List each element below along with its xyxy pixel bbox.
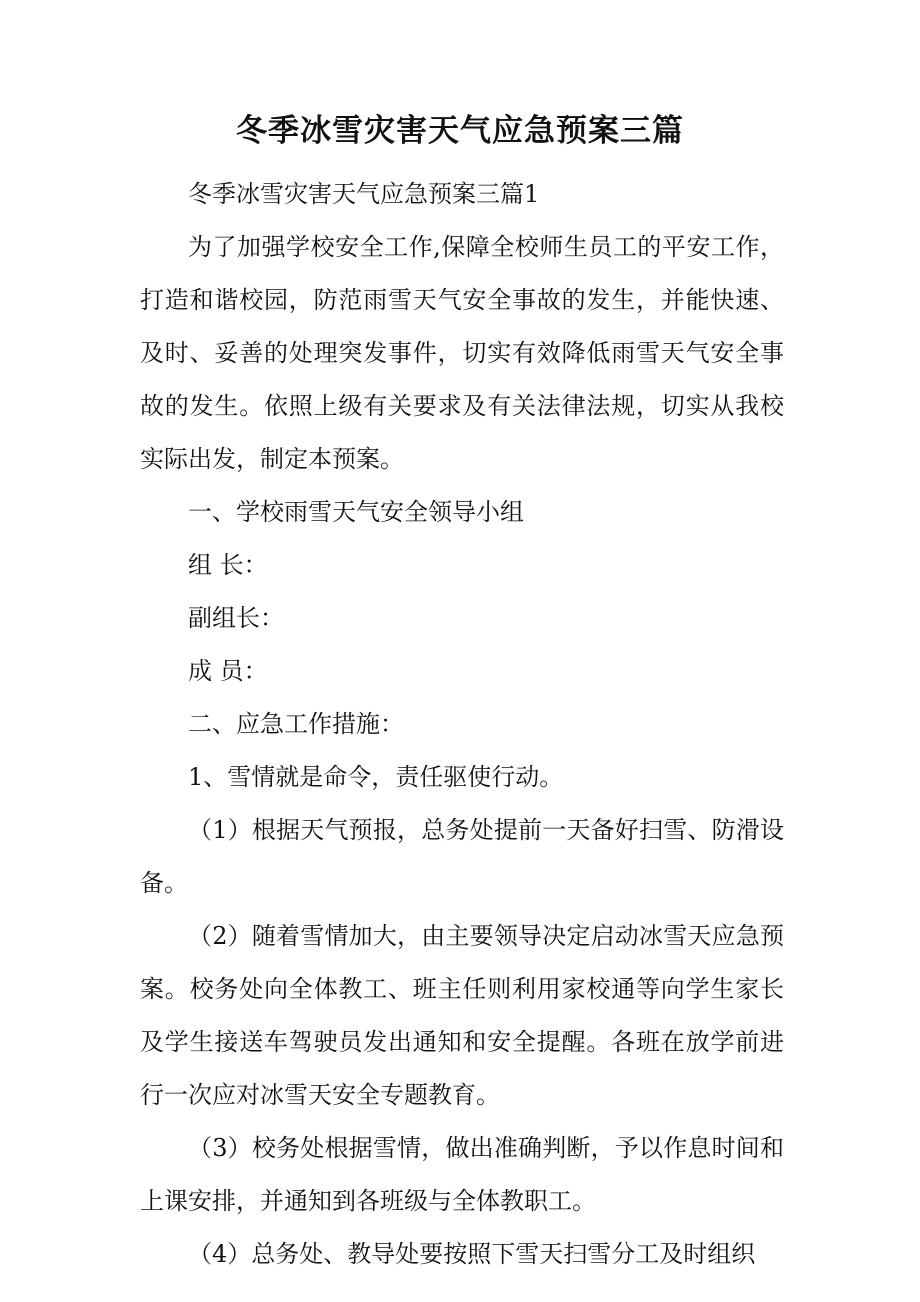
members-line: 成 员： <box>188 657 268 685</box>
measure-item-2: （2）随着雪情加大，由主要领导决定启动冰雪天应急预案。校务处向全体教工、班主任则利用家校通等向学生家长及学生接送车驾驶员发出通知和安全提醒。各班在放学前进行一次应对冰雪天安全专题教育。 <box>140 922 784 1109</box>
heading-leadership-group: 一、学校雨雪天气安全领导小组 <box>188 498 524 526</box>
measure-item-1: （1）根据天气预报，总务处提前一天备好扫雪、防滑设备。 <box>140 816 784 897</box>
measure-item-4: （4）总务处、教导处要按照下雪天扫雪分工及时组织 <box>188 1240 756 1268</box>
intro-paragraph: 为了加强学校安全工作,保障全校师生员工的平安工作，打造和谐校园，防范雨雪天气安全事故的发生，并能快速、及时、妥善的处理突发事件，切实有效降低雨雪天气安全事故的发生。依照上级有关要求及有关法律法规，切实从我校实际出发，制定本预案。 <box>140 233 784 473</box>
deputy-leader-line: 副组长： <box>188 604 284 632</box>
section-heading-1: 冬季冰雪灾害天气应急预案三篇1 <box>188 180 540 208</box>
group-leader-line: 组 长： <box>188 551 268 579</box>
measure-item-3: （3）校务处根据雪情，做出准确判断，予以作息时间和上课安排，并通知到各班级与全体教职工。 <box>140 1134 784 1215</box>
document-body <box>140 168 784 1281</box>
document-title: 冬季冰雪灾害天气应急预案三篇 <box>236 113 684 149</box>
heading-emergency-measures: 二、应急工作措施： <box>188 710 404 738</box>
measure-1-heading: 1、雪情就是命令，责任驱使行动。 <box>188 763 564 791</box>
